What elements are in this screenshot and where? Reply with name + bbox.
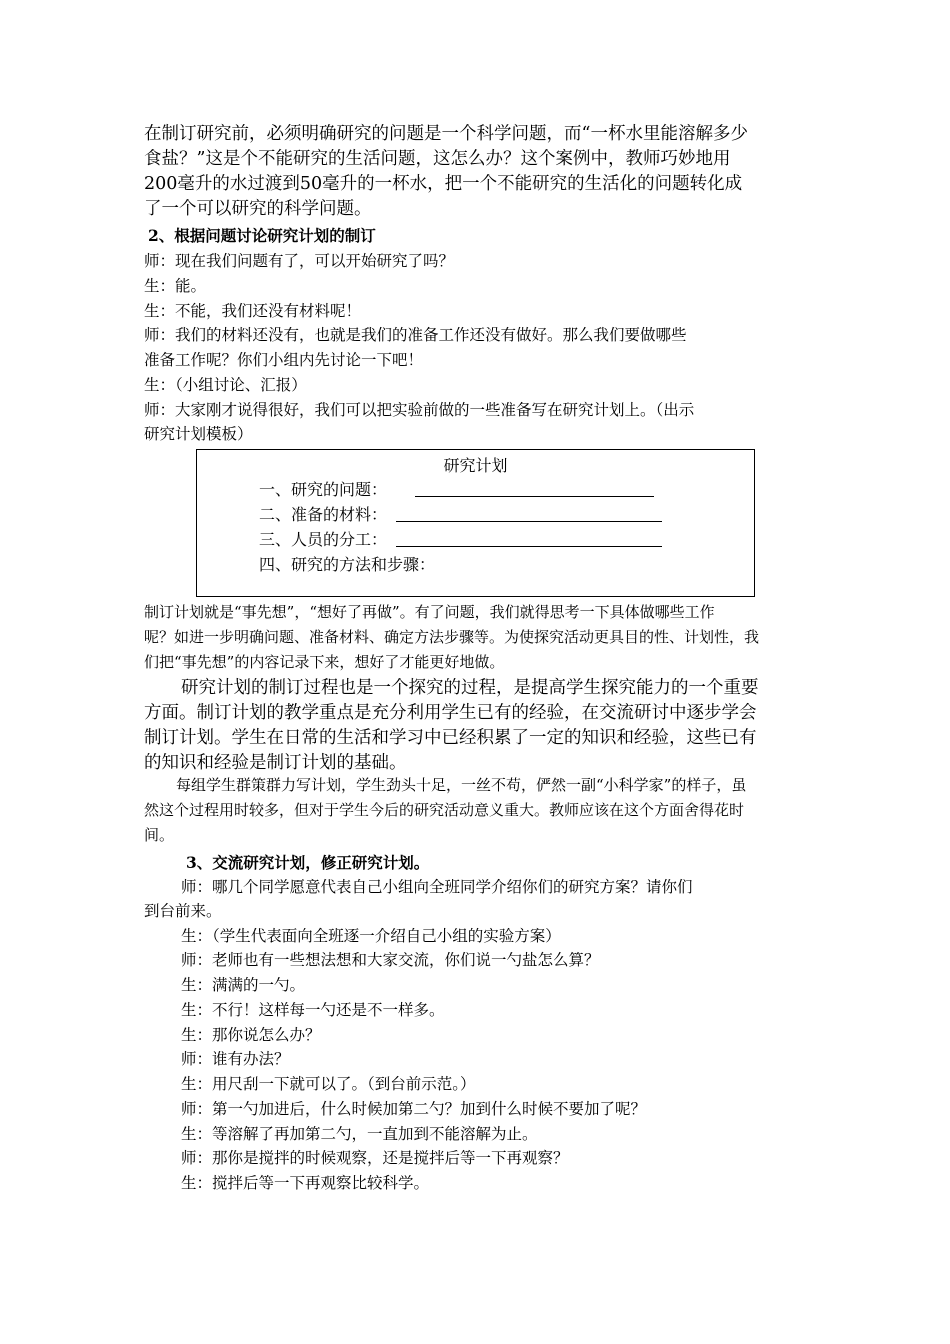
dialogue-line: 生：不行！这样每一勺还是不一样多。 — [181, 1001, 445, 1019]
plan-materials-blank — [396, 521, 662, 522]
dialogue-line: 生：那你说怎么办？ — [181, 1026, 321, 1044]
section-2-heading: 2、根据问题讨论研究计划的制订 — [148, 226, 376, 245]
section-3-heading: 3、交流研究计划，修正研究计划。 — [186, 853, 430, 872]
dialogue-line: 生：不能，我们还没有材料呢！ — [144, 302, 362, 320]
paragraph-2-line-3: 制订计划。学生在日常的生活和学习中已经积累了一定的知识和经验，这些已有 — [144, 728, 757, 748]
plan-question-blank — [415, 496, 654, 497]
intro-line-4: 了一个可以研究的科学问题。 — [144, 199, 372, 219]
dialogue-line: 生：（小组讨论、汇报） — [144, 376, 307, 394]
commentary-1-line-3: 们把“事先想”的内容记录下来，想好了才能更好地做。 — [144, 653, 505, 671]
plan-roles-blank — [396, 546, 662, 547]
commentary-1-line-1: 制订计划就是“事先想”，“想好了再做”。有了问题，我们就得思考一下具体做哪些工作 — [144, 603, 715, 621]
dialogue-line: 师：第一勺加进后，什么时候加第二勺？加到什么时候不要加了呢？ — [181, 1100, 647, 1118]
commentary-2-line-1: 每组学生群策群力写计划，学生劲头十足，一丝不苟，俨然一副“小科学家”的样子，虽 — [176, 776, 747, 794]
intro-line-3: 200毫升的水过渡到50毫升的一杯水，把一个不能研究的生活化的问题转化成 — [144, 174, 743, 194]
paragraph-2-line-4: 的知识和经验是制订计划的基础。 — [144, 753, 407, 773]
plan-item-roles: 三、人员的分工： — [259, 530, 388, 549]
dialogue-line: 生：用尺刮一下就可以了。（到台前示范。） — [181, 1075, 476, 1093]
dialogue-line: 准备工作呢？你们小组内先讨论一下吧！ — [144, 351, 424, 369]
research-plan-template-box — [196, 449, 755, 597]
commentary-1-line-2: 呢？如进一步明确问题、准备材料、确定方法步骤等。为使探究活动更具目的性、计划性，我 — [144, 628, 760, 646]
plan-item-question: 一、研究的问题： — [259, 480, 388, 499]
dialogue-line: 到台前来。 — [144, 902, 222, 920]
paragraph-2-line-1: 研究计划的制订过程也是一个探究的过程，是提高学生探究能力的一个重要 — [181, 678, 759, 698]
dialogue-line: 生：等溶解了再加第二勺，一直加到不能溶解为止。 — [181, 1125, 538, 1143]
dialogue-line: 师：那你是搅拌的时候观察，还是搅拌后等一下再观察？ — [181, 1149, 569, 1167]
dialogue-line: 师：现在我们问题有了，可以开始研究了吗？ — [144, 252, 455, 270]
dialogue-line: 师：大家刚才说得很好，我们可以把实验前做的一些准备写在研究计划上。（出示 — [144, 401, 695, 419]
dialogue-line: 生：搅拌后等一下再观察比较科学。 — [181, 1174, 430, 1192]
commentary-2-line-3: 间。 — [144, 826, 175, 844]
dialogue-line: 师：谁有办法？ — [181, 1050, 290, 1068]
intro-line-1: 在制订研究前，必须明确研究的问题是一个科学问题，而“一杯水里能溶解多少 — [144, 124, 748, 144]
dialogue-line: 研究计划模板） — [144, 425, 253, 443]
dialogue-line: 生：满满的一勺。 — [181, 976, 306, 994]
dialogue-line: 师：老师也有一些想法想和大家交流，你们说一勺盐怎么算？ — [181, 951, 600, 969]
dialogue-line: 师：我们的材料还没有，也就是我们的准备工作还没有做好。那么我们要做哪些 — [144, 326, 687, 344]
paragraph-2-line-2: 方面。制订计划的教学重点是充分利用学生已有的经验，在交流研讨中逐步学会 — [144, 703, 757, 723]
commentary-2-line-2: 然这个过程用时较多，但对于学生今后的研究活动意义重大。教师应该在这个方面舍得花时 — [144, 801, 745, 819]
dialogue-line: 生：能。 — [144, 277, 207, 295]
plan-template-title: 研究计划 — [443, 456, 508, 475]
plan-item-materials: 二、准备的材料： — [259, 505, 388, 524]
dialogue-line: 生：（学生代表面向全班逐一介绍自己小组的实验方案） — [181, 927, 561, 945]
intro-line-2: 食盐？”这是个不能研究的生活问题，这怎么办？这个案例中，教师巧妙地用 — [144, 149, 731, 169]
plan-item-methods: 四、研究的方法和步骤： — [259, 555, 436, 574]
dialogue-line: 师：哪几个同学愿意代表自己小组向全班同学介绍你们的研究方案？请你们 — [181, 878, 693, 896]
